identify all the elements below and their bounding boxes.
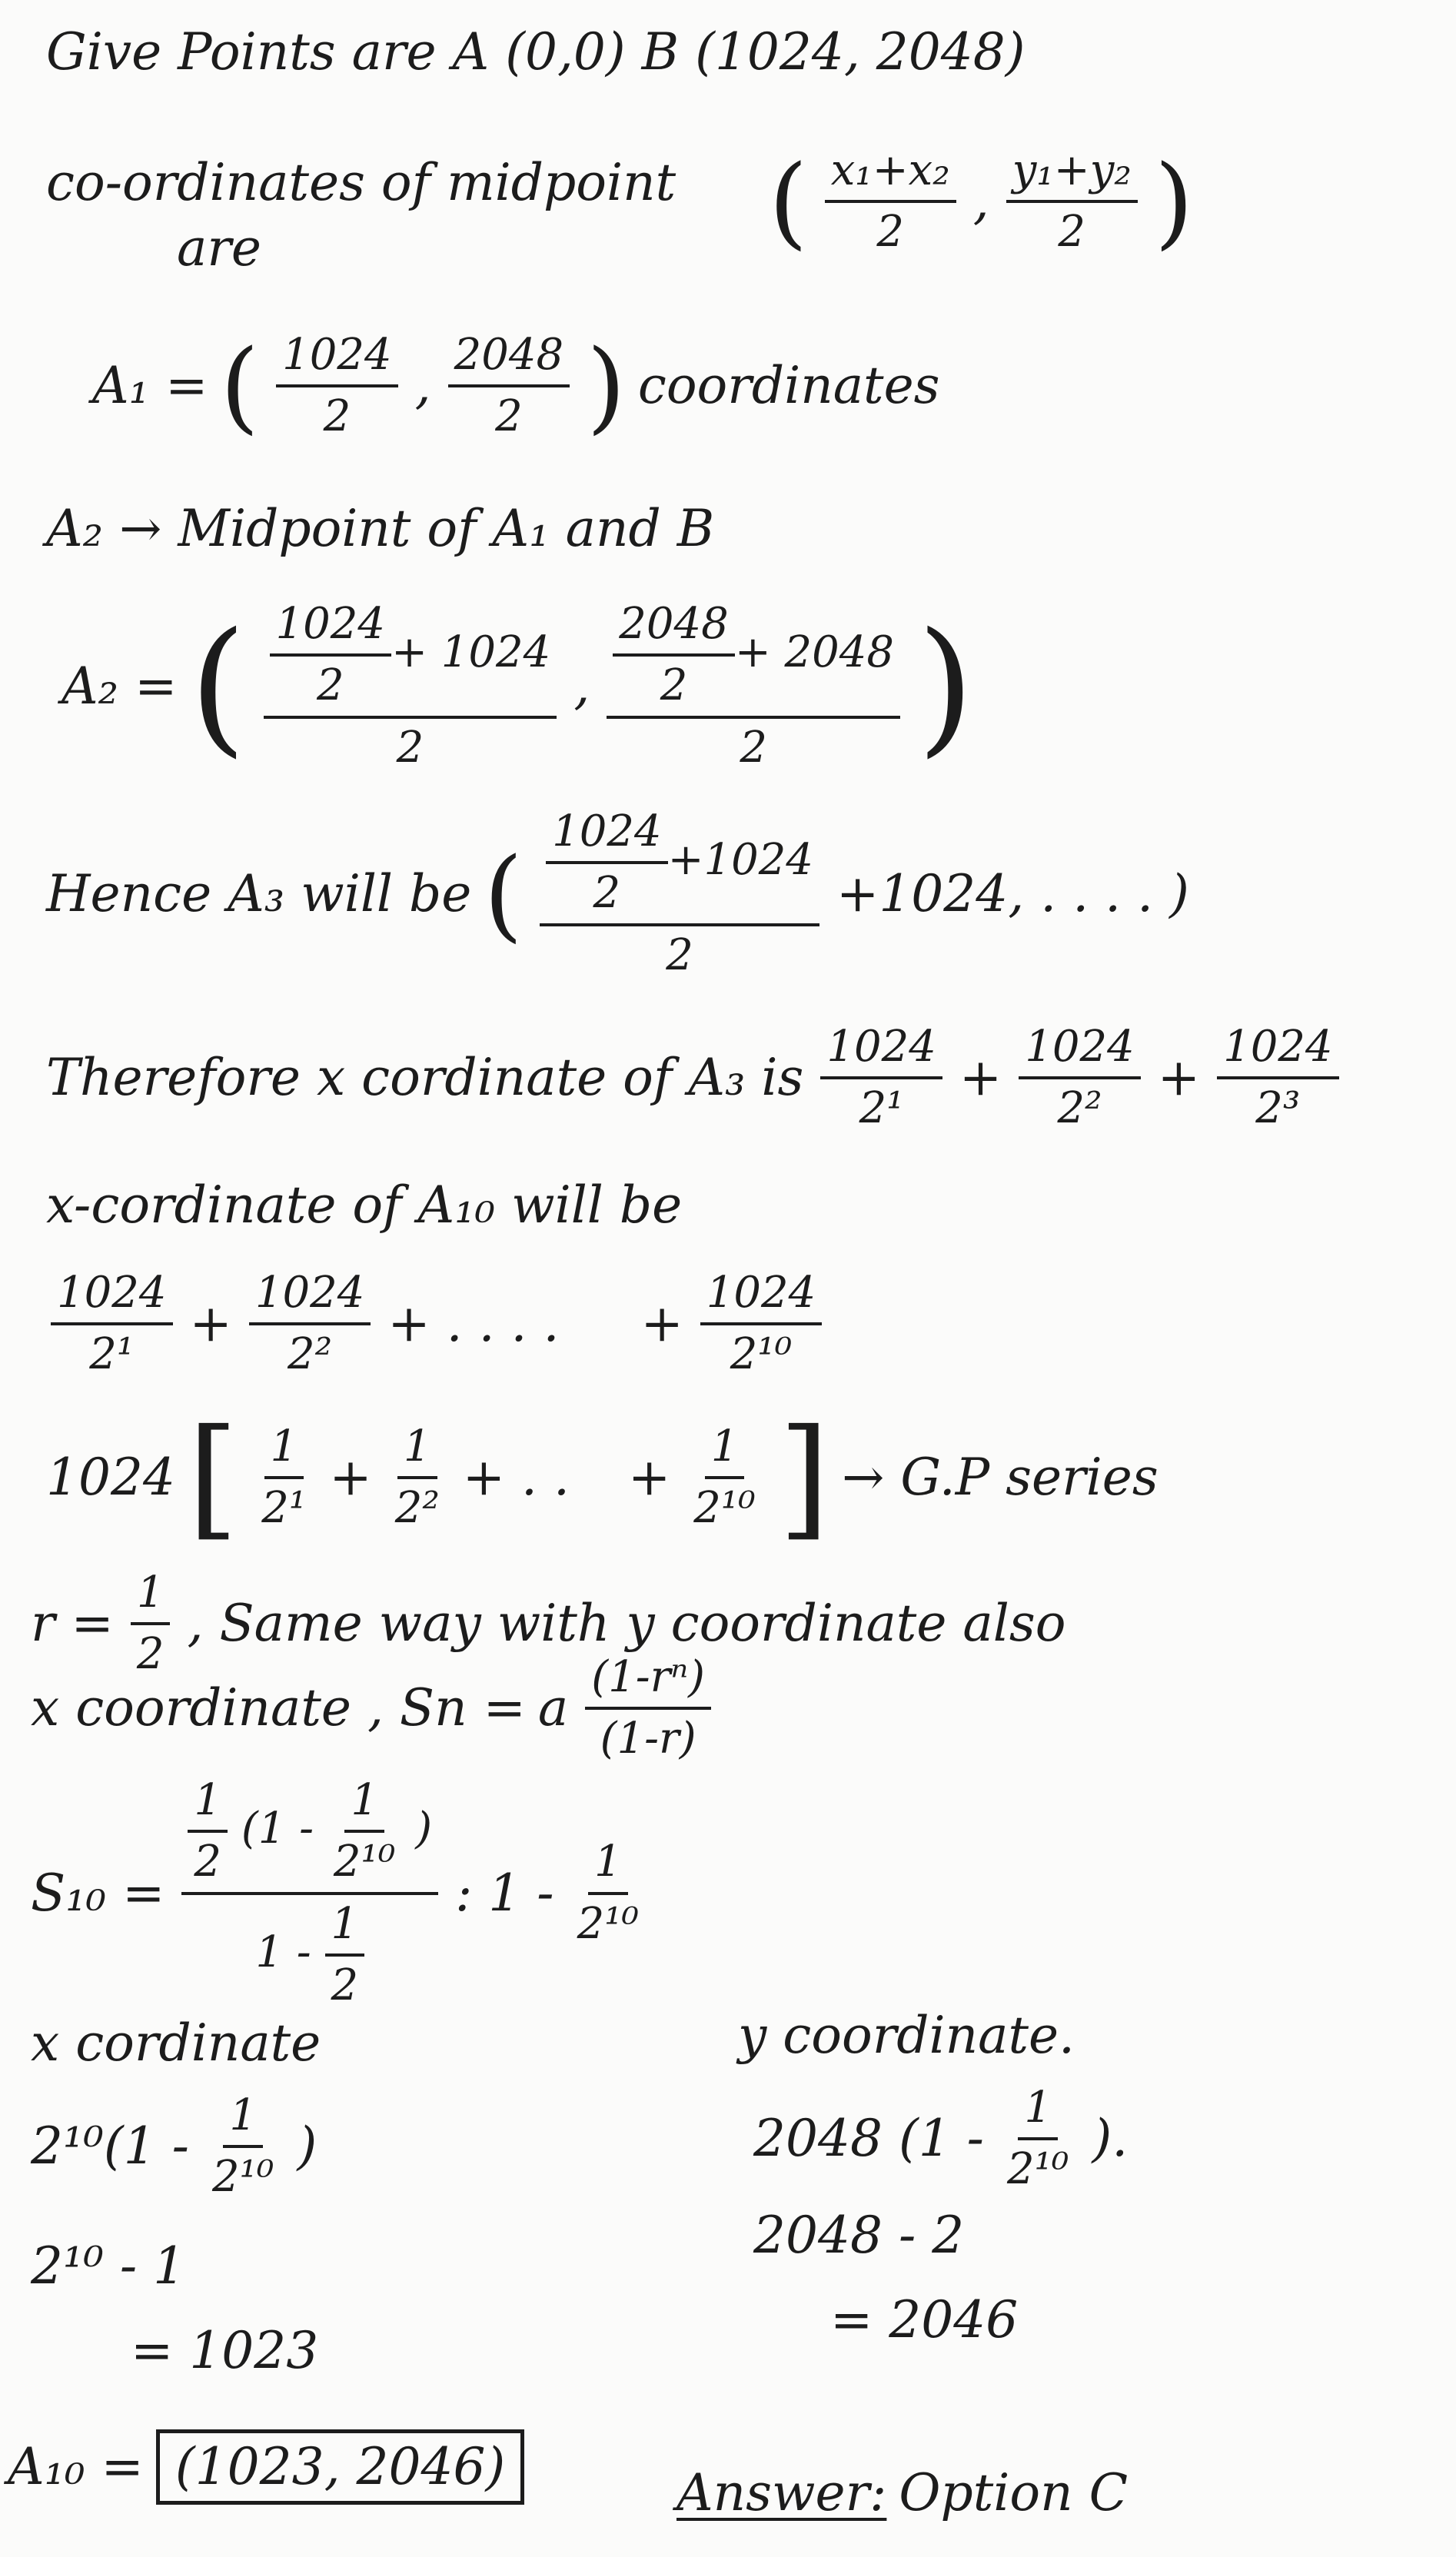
x-coordinate-expr: 2¹⁰(1 - $\frac{1}{\text{2¹⁰}}$ )	[31, 2090, 317, 2203]
ratio-line: r = $\frac{1}{2}$ , Same way with y coordinate also	[31, 1568, 1066, 1680]
factored-line: 1024 [ $\frac{1}{\text{2¹}}$ + $\frac{1}{\text{2²}}$ + . . + $\frac{1}{\text{2¹⁰}}$ ] → G.P series	[46, 1402, 1158, 1554]
a10-description: x-cordinate of A₁₀ will be	[46, 1175, 683, 1235]
y-coordinate-expr: 2048 (1 - $\frac{1}{\text{2¹⁰}}$ ).	[753, 2083, 1129, 2195]
y-coordinate-step: 2048 - 2	[753, 2206, 965, 2265]
a3-line: Hence A₃ will be ( $\frac{1024}{2}$ +1024 2 +1024, . . . . )	[46, 806, 1189, 980]
s10-line: S₁₀ = $\frac{1}{2}$ (1 - $\frac{1}{\text{2¹⁰}}$ ) 1 - $\frac{1}{2}$ : 1 - $\frac{1}{\text{2¹⁰}}$	[31, 1775, 640, 2011]
a2-description: A₂ → Midpoint of A₁ and B	[46, 499, 715, 558]
a2-line: A₂ = ( $\frac{1024}{2}$ + 1024 2 , $\frac{2048}{2}$ + 2048 2 )	[61, 599, 975, 773]
x-coordinate-heading: x cordinate	[31, 2013, 321, 2073]
final-answer-box: (1023, 2046)	[156, 2429, 524, 2505]
midpoint-text: co-ordinates of midpoint	[46, 153, 676, 212]
x-coordinate-result: = 1023	[131, 2321, 319, 2380]
sn-formula-line: x coordinate , Sn = a $\frac{\text{(1-rⁿ)}}{(1-r)}$	[31, 1653, 716, 1764]
midpoint-formula: ( $\frac{\text{x₁+x₂}}{2}$ , $\frac{\text{y₁+y₂}}{2}$ )	[769, 143, 1194, 261]
therefore-line: Therefore x cordinate of A₃ is $\frac{1024}{\text{2¹}}$ + $\frac{1024}{\text{2²}}$ + $\frac{1024}{\text{2³}}$	[46, 1022, 1344, 1134]
answer-option: Option C	[899, 2463, 1129, 2522]
final-answer-line: A₁₀ = (1023, 2046)	[8, 2429, 524, 2505]
answer-option-line	[676, 2464, 1128, 2522]
midpoint-text-are: are	[177, 218, 261, 278]
y-coordinate-heading: y coordinate.	[738, 2006, 1075, 2065]
a10-sum-line: $\frac{1024}{\text{2¹}}$ + $\frac{1024}{\text{2²}}$ + . . . . + $\frac{1024}{\text{2¹⁰}}$	[46, 1269, 826, 1380]
answer-label: Answer:	[676, 2463, 887, 2522]
given-points-line: Give Points are A (0,0) B (1024, 2048)	[46, 22, 1026, 81]
x-coordinate-step: 2¹⁰ - 1	[31, 2236, 186, 2296]
a1-line: A₁ = ( $\frac{1024}{2}$ , $\frac{2048}{2}$ ) coordinates	[92, 328, 940, 445]
y-coordinate-result: = 2046	[830, 2290, 1019, 2349]
